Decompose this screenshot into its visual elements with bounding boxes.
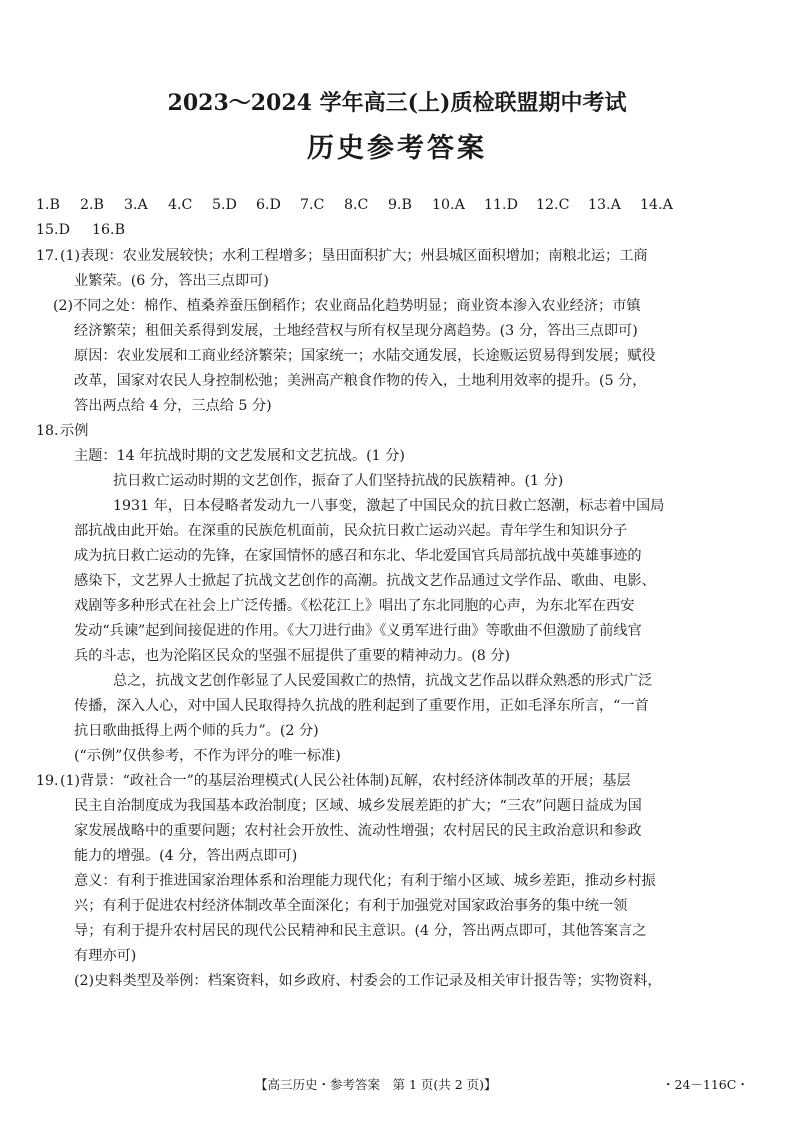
- essay-line: 抗日歌曲抵得上两个师的兵力”。(2 分): [74, 723, 319, 739]
- mc-answer: 11.D: [484, 197, 518, 213]
- answer-line: 家发展战略中的重要问题；农村社会开放性、流动性增强；农村居民的民主政治意识和参政: [74, 823, 642, 839]
- mc-answer: 2.B: [80, 197, 104, 213]
- essay-line: 成为抗日救亡运动的先锋，在家国情怀的感召和东北、华北爱国官兵局部抗战中英雄事迹的: [74, 548, 642, 564]
- essay-topic: 主题：14 年抗战时期的文艺发展和文艺抗战。(1 分): [74, 448, 405, 464]
- answer-line: 经济繁荣；租佃关系得到发展，土地经营权与所有权呈现分离趋势。(3 分，答出三点即可): [74, 323, 638, 339]
- mc-answer: 14.A: [640, 197, 673, 213]
- mc-answer: 12.C: [536, 197, 570, 213]
- exam-title: 2023～2024 学年高三(上)质检联盟期中考试: [167, 90, 627, 116]
- answer-line: 答出两点给 4 分，三点给 5 分): [74, 398, 272, 414]
- answer-line: 民主自治制度成为我国基本政治制度；区域、城乡发展差距的扩大；“三农”问题日益成为国: [74, 798, 642, 814]
- answer-line: (1)背景：“政社合一”的基层治理模式(人民公社体制)瓦解，农村经济体制改革的开展；基层: [60, 773, 631, 789]
- answer-line: 有理亦可): [74, 948, 137, 964]
- question-number: 18.: [36, 423, 59, 439]
- mc-answer: 8.C: [344, 197, 369, 213]
- mc-answer: 7.C: [300, 197, 325, 213]
- document-code: ・24－116C・: [662, 1077, 749, 1092]
- answer-line: 原因：农业发展和工商业经济繁荣；国家统一；水陆交通发展，长途贩运贸易得到发展；赋役: [74, 348, 656, 364]
- mc-answer: 3.A: [124, 197, 148, 213]
- mc-answer: 10.A: [432, 197, 465, 213]
- mc-answer: 6.D: [256, 197, 281, 213]
- answer-line: 意义：有利于推进国家治理体系和治理能力现代化；有利于缩小区域、城乡差距，推动乡村振: [74, 873, 656, 889]
- page-footer: 【高三历史・参考答案 第 1 页(共 2 页)】: [255, 1077, 497, 1092]
- mc-answer: 16.B: [92, 222, 125, 238]
- answer-line: 改革，国家对农民人身控制松弛；美洲高产粮食作物的传入，土地利用效率的提升。(5 分，: [74, 373, 647, 389]
- essay-line: 总之，抗战文艺创作彰显了人民爱国救亡的热情，抗战文艺作品以群众熟悉的形式广泛: [113, 673, 653, 689]
- answer-line: 能力的增强。(4 分，答出两点即可): [74, 848, 298, 864]
- example-label: 示例: [60, 423, 89, 439]
- essay-thesis: 抗日救亡运动时期的文艺创作，振奋了人们坚持抗战的民族精神。(1 分): [113, 473, 564, 489]
- essay-line: 兵的斗志，也为沦陷区民众的坚强不屈提供了重要的精神动力。(8 分): [74, 648, 511, 664]
- mc-answer: 15.D: [36, 222, 70, 238]
- mc-answer: 4.C: [168, 197, 193, 213]
- answer-line: (2)史料类型及举例：档案资料，如乡政府、村委会的工作记录及相关审计报告等；实物资料，: [74, 973, 662, 989]
- mc-answer: 13.A: [588, 197, 621, 213]
- mc-answer: 9.B: [388, 197, 412, 213]
- question-number: 19.: [36, 773, 59, 789]
- essay-line: 戏剧等多种形式在社会上广泛传播。《松花江上》唱出了东北同胞的心声，为东北军在西安: [74, 598, 635, 614]
- essay-line: 1931 年，日本侵略者发动九一八事变，激起了中国民众的抗日救亡怒潮，标志着中国局: [113, 498, 665, 514]
- mc-answer: 5.D: [212, 197, 237, 213]
- question-number: 17.: [36, 248, 59, 264]
- mc-answer: 1.B: [36, 197, 60, 213]
- answer-line: (2)不同之处：棉作、植桑养蚕压倒稻作；农业商品化趋势明显；商业资本渗入农业经济；市镇: [53, 298, 641, 314]
- answer-key-title: 历史参考答案: [307, 133, 487, 164]
- essay-line: 感染下，文艺界人士掀起了抗战文艺创作的高潮。抗战文艺作品通过文学作品、歌曲、电影、: [74, 573, 656, 589]
- answer-line: 导；有利于提升农村居民的现代公民精神和民主意识。(4 分，答出两点即可，其他答案言之: [74, 923, 647, 939]
- essay-line: 部抗战由此开始。在深重的民族危机面前，民众抗日救亡运动兴起。青年学生和知识分子: [74, 523, 628, 539]
- essay-line: 发动“兵谏”起到间接促进的作用。《大刀进行曲》《义勇军进行曲》等歌曲不但激励了前线官: [74, 623, 642, 639]
- answer-line: (1)表现：农业发展较快；水利工程增多；垦田面积扩大；州县城区面积增加；南粮北运；工商: [60, 248, 648, 264]
- answer-line: 业繁荣。(6 分，答出三点即可): [74, 273, 269, 289]
- grading-note: (“示例”仅供参考，不作为评分的唯一标准): [74, 748, 341, 764]
- answer-line: 兴；有利于促进农村经济体制改革全面深化；有利于加强党对国家政治事务的集中统一领: [74, 898, 628, 914]
- essay-line: 传播，深入人心，对中国人民取得持久抗战的胜利起到了重要作用，正如毛泽东所言，“一首: [74, 698, 649, 714]
